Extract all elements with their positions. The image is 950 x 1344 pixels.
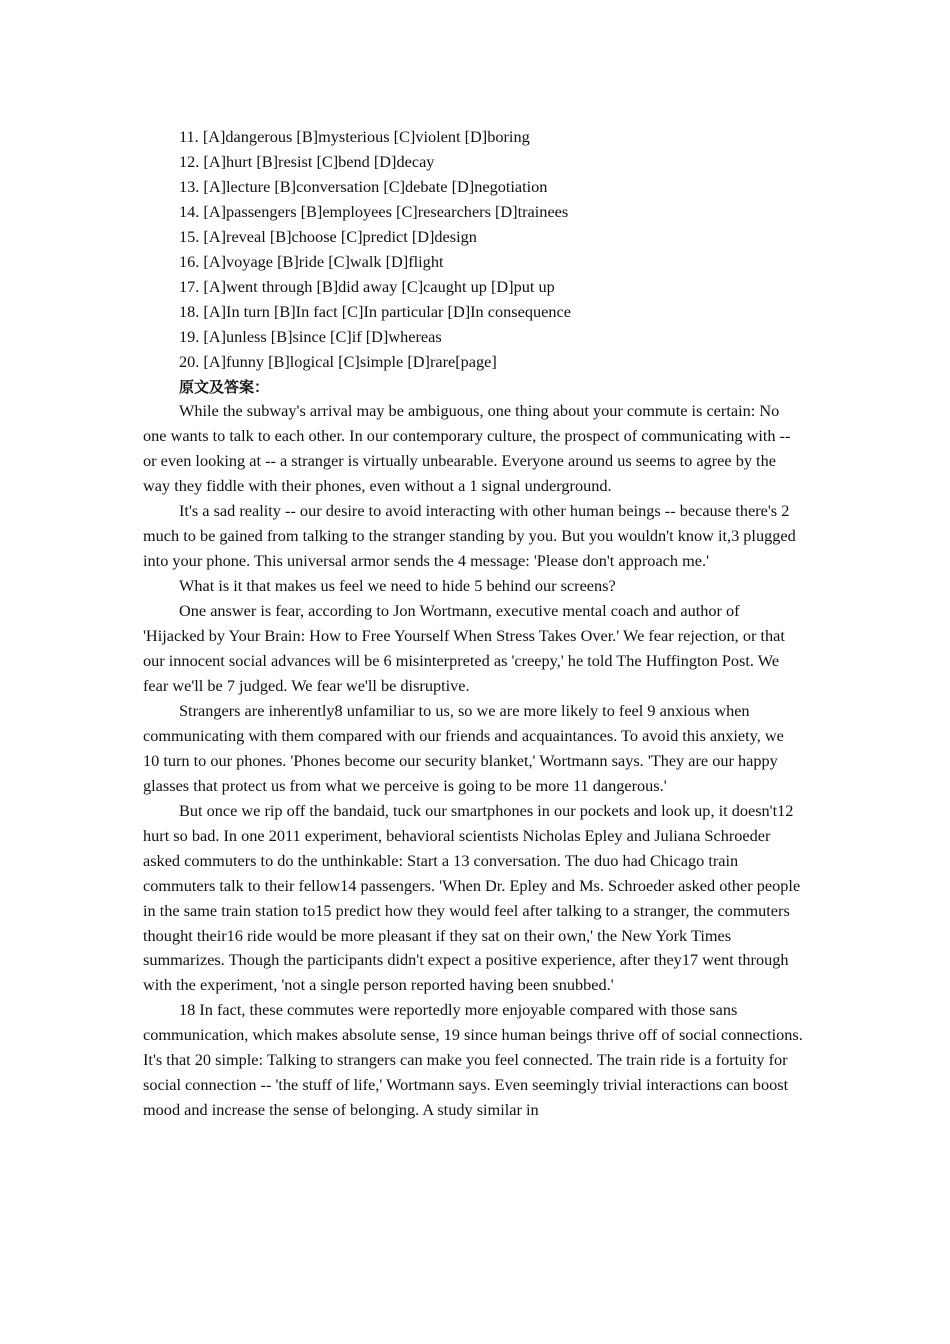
option-line-16: 16. [A]voyage [B]ride [C]walk [D]flight [179,251,444,271]
passage [143,399,803,1123]
option-line-12: 12. [A]hurt [B]resist [C]bend [D]decay [179,151,435,171]
passage-paragraph-1: While the subway's arrival may be ambiguous, one thing about your commute is certain: No one wants to talk to each other. In our contemporary culture, the prospect of communicating with -- or even looking at -- a stranger is virtually unbearable. Everyone around us seems to agree by the way they fiddle with their phones, even without a 1 signal underground. [143,401,791,496]
passage-paragraph-3: What is it that makes us feel we need to hide 5 behind our screens? [179,576,616,596]
option-line-19: 19. [A]unless [B]since [C]if [D]whereas [179,326,442,346]
document-body [143,125,803,1123]
section-heading: 原文及答案： [179,377,270,396]
option-line-17: 17. [A]went through [B]did away [C]caught up [D]put up [179,276,555,296]
passage-paragraph-4: One answer is fear, according to Jon Wortmann, executive mental coach and author of 'Hijacked by Your Brain: How to Free Yourself When Stress Takes Over.' We fear rejection, or that our innocent social advances will be 6 misinterpreted as 'creepy,' he told The Huffington Post. We fear we'll be 7 judged. We fear we'll be disruptive. [143,601,785,695]
passage-paragraph-5: Strangers are inherently8 unfamiliar to us, so we are more likely to feel 9 anxious when communicating with them compared with our friends and acquaintances. To avoid this anxiety, we 10 turn to our phones. 'Phones become our security blanket,' Wortmann says. 'They are our happy glasses that protect us from what we perceive is going to be more 11 dangerous.' [143,700,784,795]
passage-paragraph-2: It's a sad reality -- our desire to avoid interacting with other human beings -- because there's 2 much to be gained from talking to the stranger standing by you. But you wouldn't know it,3 plugged into your phone. This universal armor sends the 4 message: 'Please don't approach me.' [143,501,796,571]
option-line-15: 15. [A]reveal [B]choose [C]predict [D]design [179,226,477,246]
option-line-20: 20. [A]funny [B]logical [C]simple [D]rare[page] [179,351,497,371]
option-line-13: 13. [A]lecture [B]conversation [C]debate [D]negotiation [179,176,548,196]
option-line-18: 18. [A]In turn [B]In fact [C]In particular [D]In consequence [179,301,571,321]
answer-options-list [143,125,803,375]
option-line-14: 14. [A]passengers [B]employees [C]researchers [D]trainees [179,201,569,221]
option-line-11: 11. [A]dangerous [B]mysterious [C]violent [D]boring [179,127,530,146]
passage-paragraph-6: But once we rip off the bandaid, tuck our smartphones in our pockets and look up, it doesn't12 hurt so bad. In one 2011 experiment, behavioral scientists Nicholas Epley and Juliana Schroeder asked commuters to do the unthinkable: Start a 13 conversation. The duo had Chicago train commuters talk to their fellow14 passengers. 'When Dr. Epley and Ms. Schroeder asked other people in the same train station to15 predict how they would feel after talking to a stranger, the commuters thought their16 ride would be more pleasant if they sat on their own,' the New York Times summarizes. Though the participants didn't expect a positive experience, after they17 went through with the experiment, 'not a single person reported having been snubbed.' [143,800,801,995]
passage-paragraph-7: 18 In fact, these commutes were reportedly more enjoyable compared with those sans communication, which makes absolute sense, 19 since human beings thrive off of social connections. It's that 20 simple: Talking to strangers can make you feel connected. The train ride is a fortuity for social connection -- 'the stuff of life,' Wortmann says. Even seemingly trivial interactions can boost mood and increase the sense of belonging. A study similar in [143,1000,803,1120]
